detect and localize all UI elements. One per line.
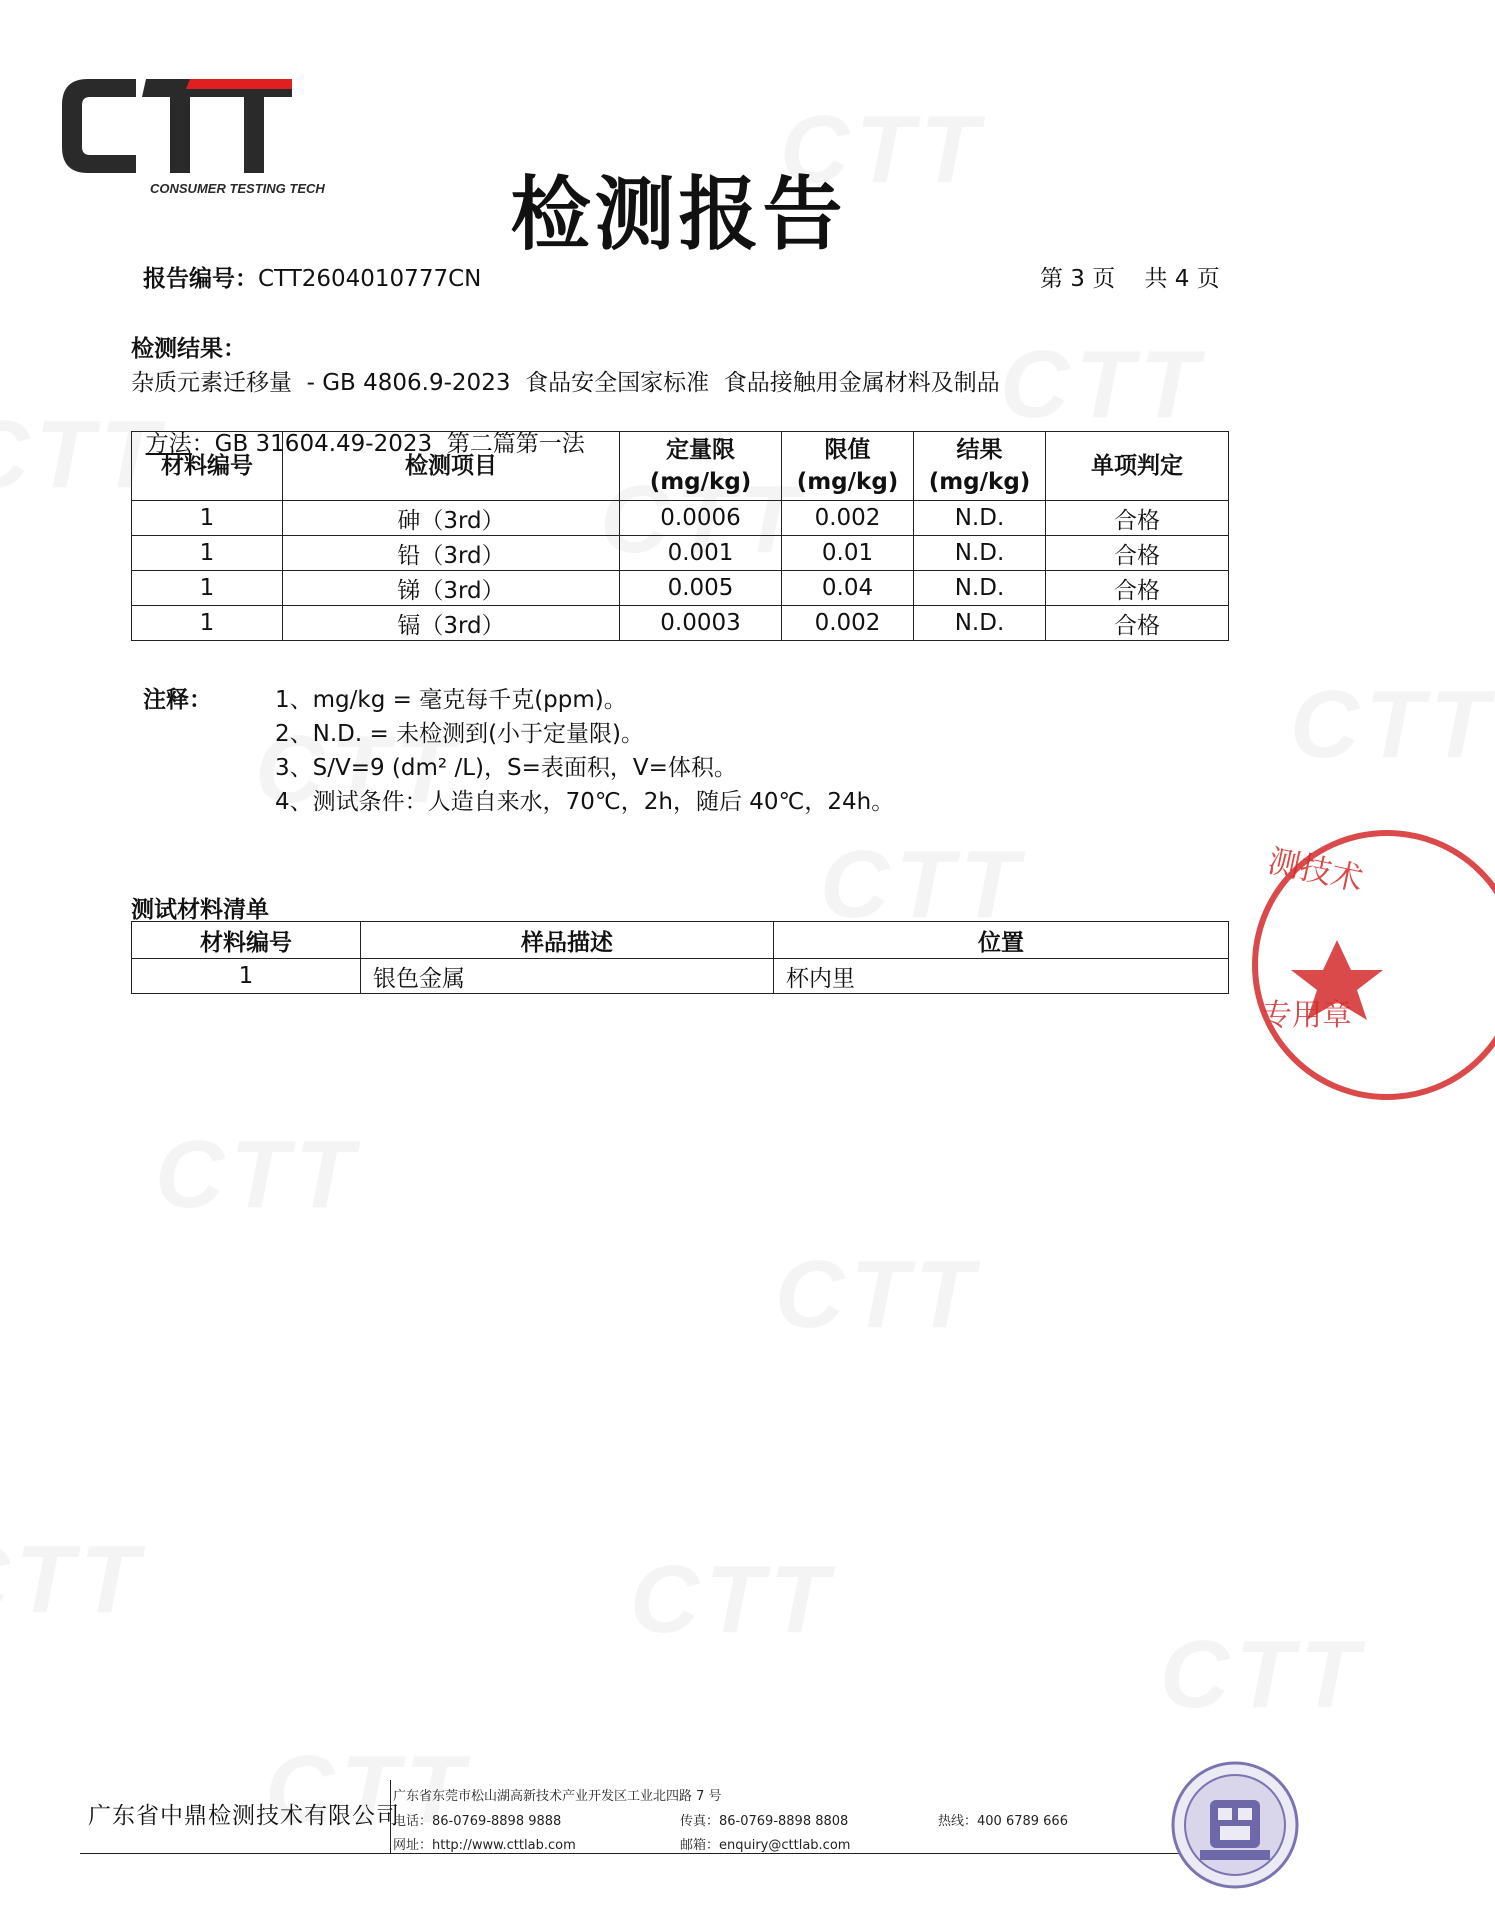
table-cell: 合格 [1046,606,1229,641]
footer-rule [80,1853,1260,1854]
watermark [0,1525,145,1635]
note-item: 2、N.D. = 未检测到(小于定量限)。 [275,721,645,747]
note-item: 1、mg/kg = 毫克每千克(ppm)。 [275,687,627,713]
table-cell: 合格 [1046,571,1229,606]
method-label: 方法 [145,431,192,457]
col-header: 结果 (mg/kg) [914,432,1046,501]
page-info: 第 3 页 共 4 页 [1040,266,1220,292]
table-row [132,501,1229,536]
company-fax: 传真：86-0769-8898 8808 [680,1814,849,1829]
standard-line: 杂质元素迁移量 - GB 4806.9-2023 食品安全国家标准 食品接触用金属材料及制品 [131,370,1000,396]
company-address: 广东省东莞市松山湖高新技术产业开发区工业北四路 7 号 [393,1789,722,1804]
page-title: 检测报告 [510,167,847,261]
table-cell: 0.0003 [620,606,782,641]
table-cell: 0.002 [782,501,914,536]
results-header-row [132,432,1229,501]
watermark [775,1240,980,1350]
table-cell: 1 [132,501,283,536]
table-cell: 银色金属 [361,959,774,994]
table-row [132,536,1229,571]
note-item: 4、测试条件：人造自来水，70℃，2h，随后 40℃，24h。 [275,789,895,815]
table-cell: N.D. [914,536,1046,571]
table-cell: 0.001 [620,536,782,571]
table-cell: N.D. [914,606,1046,641]
col-header: 位置 [774,922,1229,959]
col-header: 材料编号 [132,432,283,501]
col-header: 定量限 (mg/kg) [620,432,782,501]
notes-list [275,681,1075,821]
table-row [132,571,1229,606]
report-number-value: CTT2604010777CN [258,266,482,292]
accreditation-seal [1170,1760,1300,1890]
note-item: 3、S/V=9 (dm² /L)，S=表面积，V=体积。 [275,755,737,781]
table-cell: 0.005 [620,571,782,606]
table-row [132,959,1229,994]
table-cell: 1 [132,606,283,641]
notes-label: 注释： [143,687,212,713]
results-table [131,431,1229,641]
col-header: 单项判定 [1046,432,1229,501]
watermark [630,1545,835,1655]
table-cell: 1 [132,571,283,606]
official-stamp [1247,820,1427,1110]
table-cell: 1 [132,959,361,994]
logo-tagline: CONSUMER TESTING TECH [150,181,325,196]
company-name: 广东省中鼎检测技术有限公司 [88,1803,400,1829]
col-header: 材料编号 [132,922,361,959]
materials-header-row [132,922,1229,959]
table-cell: 合格 [1046,501,1229,536]
stamp-text-top: 测技术 [1264,841,1367,899]
table-cell: 杯内里 [774,959,1229,994]
report-number-label: 报告编号： [143,266,258,292]
table-cell: 0.002 [782,606,914,641]
stamp-text-bottom: 专用章 [1262,998,1352,1033]
table-row [132,606,1229,641]
table-cell: N.D. [914,571,1046,606]
company-phone: 电话：86-0769-8898 9888 [393,1814,562,1829]
col-header: 样品描述 [361,922,774,959]
company-website[interactable]: 网址：http://www.cttlab.com [393,1838,576,1853]
col-header: 检测项目 [283,432,620,501]
company-hotline: 热线：400 6789 666 [938,1814,1068,1829]
table-cell: N.D. [914,501,1046,536]
watermark [155,1120,360,1230]
watermark [1160,1620,1365,1730]
table-cell: 0.04 [782,571,914,606]
method-text: ：GB 31604.49-2023 第二篇第一法 [191,431,585,457]
table-cell: 镉（3rd） [283,606,620,641]
table-cell: 0.01 [782,536,914,571]
table-cell: 铅（3rd） [283,536,620,571]
materials-heading: 测试材料清单 [131,897,269,923]
table-cell: 合格 [1046,536,1229,571]
report-number [143,260,481,293]
company-email[interactable]: 邮箱：enquiry@cttlab.com [680,1838,851,1853]
materials-table [131,921,1229,994]
watermark [1000,330,1205,440]
col-header: 限值 (mg/kg) [782,432,914,501]
table-cell: 0.0006 [620,501,782,536]
table-cell: 锑（3rd） [283,571,620,606]
table-cell: 砷（3rd） [283,501,620,536]
watermark [1290,670,1495,780]
table-cell: 1 [132,536,283,571]
results-heading: 检测结果： [131,336,246,362]
